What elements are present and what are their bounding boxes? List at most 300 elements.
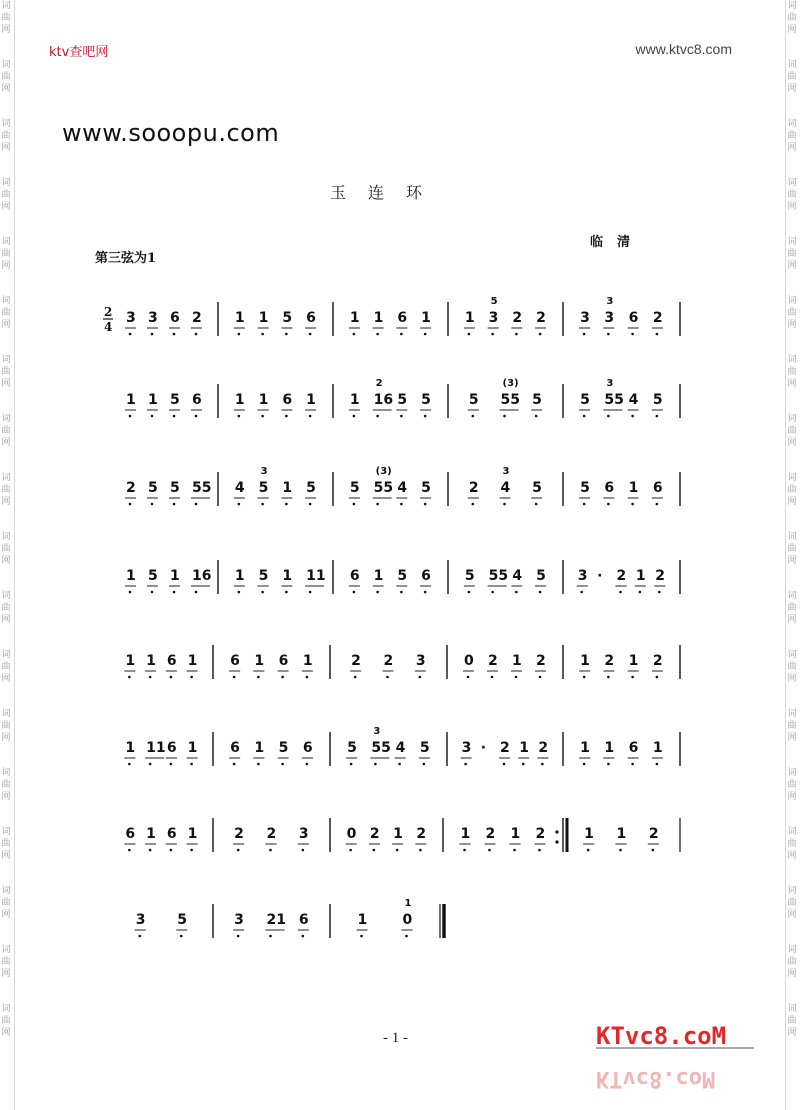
octave-dot: [353, 591, 356, 594]
octave-dot: [233, 676, 236, 679]
watermark-char: 词: [1, 414, 11, 424]
watermark-char: 词: [1, 532, 11, 542]
note: 6: [282, 392, 293, 408]
note: 2: [536, 310, 546, 326]
note: 5: [170, 392, 180, 408]
composer: 临清: [590, 235, 645, 250]
watermark-char: 词: [1, 650, 11, 660]
octave-dot: [539, 333, 542, 336]
note: 55: [604, 392, 624, 408]
note: 21: [266, 912, 286, 928]
octave-dot: [309, 503, 312, 506]
note: 6: [166, 740, 177, 756]
note: 1: [616, 826, 627, 842]
watermark-char: 网: [1, 556, 11, 566]
watermark-char: 曲: [1, 898, 11, 908]
repeat-dot: [555, 830, 558, 833]
octave-dot: [503, 503, 506, 506]
octave-dot: [353, 503, 356, 506]
note: 1: [580, 653, 590, 669]
note: 5: [258, 480, 269, 496]
octave-dot: [306, 676, 309, 679]
note: 2: [383, 653, 394, 669]
watermark-char: 网: [1, 261, 11, 271]
watermark-char: 网: [787, 792, 797, 802]
note: 1: [234, 310, 245, 326]
note: 4: [397, 480, 408, 496]
note: 1: [187, 740, 198, 756]
grace-note: (3): [502, 378, 519, 389]
note: 1: [349, 392, 360, 408]
watermark-char: 网: [787, 556, 797, 566]
octave-dot: [656, 333, 659, 336]
note: 6: [278, 653, 289, 669]
octave-dot: [257, 763, 260, 766]
note: 1: [187, 653, 198, 669]
watermark-char: 曲: [1, 308, 11, 318]
note: 1: [125, 740, 136, 756]
octave-dot: [129, 503, 132, 506]
octave-dot: [491, 591, 494, 594]
watermark-char: 词: [1, 945, 11, 955]
watermark-char: 词: [1, 355, 11, 365]
watermark-char: 词: [787, 945, 797, 955]
note: 5: [536, 568, 546, 584]
octave-dot: [173, 503, 176, 506]
note: 6: [298, 912, 309, 928]
octave-dot: [302, 849, 305, 852]
octave-dot: [180, 935, 183, 938]
grace-note: 2: [375, 378, 383, 389]
note: 5: [421, 392, 431, 408]
octave-dot: [302, 935, 305, 938]
octave-dot: [360, 935, 363, 938]
note: 5: [148, 480, 158, 496]
octave-dot: [257, 676, 260, 679]
note: 6: [652, 480, 663, 496]
watermark-char: 词: [1, 296, 11, 306]
watermark-char: 网: [787, 969, 797, 979]
note: 4: [512, 568, 523, 584]
note: 55: [488, 568, 509, 584]
watermark-char: 曲: [1, 367, 11, 377]
octave-dot: [400, 415, 403, 418]
octave-dot: [539, 676, 542, 679]
octave-dot: [424, 415, 427, 418]
note: 6: [170, 310, 180, 326]
note: 2: [351, 653, 361, 669]
octave-dot: [309, 415, 312, 418]
note: 6: [397, 310, 408, 326]
note: 1: [258, 392, 269, 408]
watermark-char: 网: [787, 615, 797, 625]
octave-dot: [349, 849, 352, 852]
octave-dot: [619, 591, 622, 594]
note: 3: [126, 310, 136, 326]
octave-dot: [238, 503, 241, 506]
watermark-char: 词: [1, 591, 11, 601]
watermark-char: 网: [787, 261, 797, 271]
octave-dot: [376, 591, 379, 594]
note: 3: [415, 653, 426, 669]
octave-dot: [515, 333, 518, 336]
watermark-char: 曲: [787, 308, 797, 318]
note: 5: [397, 392, 408, 408]
octave-dot: [269, 849, 272, 852]
octave-dot: [631, 763, 634, 766]
octave-dot: [149, 676, 152, 679]
watermark-char: 曲: [787, 426, 797, 436]
watermark-char: 网: [1, 792, 11, 802]
note: 1: [234, 568, 245, 584]
note: 6: [306, 310, 316, 326]
octave-dot: [173, 591, 176, 594]
watermark-char: 网: [1, 438, 11, 448]
octave-dot: [261, 503, 264, 506]
watermark-char: 曲: [787, 780, 797, 790]
octave-dot: [190, 849, 193, 852]
note: 11: [146, 740, 166, 756]
octave-dot: [281, 676, 284, 679]
octave-dot: [353, 333, 356, 336]
octave-dot: [580, 591, 583, 594]
octave-dot: [237, 849, 240, 852]
watermark-char: 网: [1, 1028, 11, 1038]
note: 2: [652, 310, 663, 326]
note: 1: [357, 912, 368, 928]
watermark-char: 网: [1, 143, 11, 153]
note: 2: [648, 826, 659, 842]
watermark-char: 词: [787, 60, 797, 70]
note: 5: [580, 392, 590, 408]
octave-dot: [631, 333, 634, 336]
note: 16: [192, 568, 212, 584]
note: 6: [349, 568, 360, 584]
note: 1: [628, 653, 639, 669]
watermark-char: 词: [787, 709, 797, 719]
note: 1: [373, 310, 384, 326]
note: 6: [166, 653, 177, 669]
note: 55: [500, 392, 520, 408]
note: 5: [349, 480, 360, 496]
octave-dot: [128, 849, 131, 852]
octave-dot: [656, 503, 659, 506]
watermark-char: 词: [787, 591, 797, 601]
note: 1: [146, 826, 156, 842]
watermark-char: 词: [1, 473, 11, 483]
octave-dot: [151, 503, 154, 506]
octave-dot: [503, 763, 506, 766]
watermark-char: 曲: [787, 898, 797, 908]
watermark-char: 词: [787, 473, 797, 483]
time-signature-bottom: 4: [104, 320, 113, 334]
note: 0: [402, 912, 413, 928]
watermark-char: 词: [1, 119, 11, 129]
note: 1: [282, 480, 293, 496]
watermark-char: 网: [787, 25, 797, 35]
note: 0: [464, 653, 474, 669]
note: 5: [170, 480, 180, 496]
octave-dot: [195, 591, 198, 594]
octave-dot: [285, 503, 288, 506]
grace-note: 3: [606, 378, 614, 389]
watermark-char: 词: [1, 1004, 11, 1014]
watermark-char: 曲: [1, 662, 11, 672]
octave-dot: [652, 849, 655, 852]
watermark-char: 网: [1, 910, 11, 920]
note: 6: [421, 568, 431, 584]
octave-dot: [354, 676, 357, 679]
note: 1: [148, 392, 158, 408]
watermark-char: 词: [787, 768, 797, 778]
note: 1: [460, 826, 471, 842]
note: 1: [510, 826, 521, 842]
octave-dot: [607, 333, 610, 336]
octave-dot: [238, 415, 241, 418]
watermark-char: 网: [787, 674, 797, 684]
watermark-char: 网: [787, 1028, 797, 1038]
octave-dot: [639, 591, 642, 594]
watermark-char: 网: [1, 202, 11, 212]
octave-dot: [398, 763, 401, 766]
note: 2: [512, 310, 523, 326]
octave-dot: [539, 591, 542, 594]
octave-dot: [151, 333, 154, 336]
octave-dot: [285, 591, 288, 594]
watermark-char: 网: [1, 379, 11, 389]
octave-dot: [488, 849, 491, 852]
note: 6: [125, 826, 136, 842]
header-left-site[interactable]: ktv查吧网: [49, 45, 109, 60]
octave-dot: [173, 333, 176, 336]
octave-dot: [587, 849, 590, 852]
watermark-char: 词: [1, 237, 11, 247]
octave-dot: [261, 591, 264, 594]
watermark-char: 曲: [787, 603, 797, 613]
octave-dot: [607, 503, 610, 506]
octave-dot: [396, 849, 399, 852]
watermark-char: 网: [787, 320, 797, 330]
octave-dot: [607, 415, 610, 418]
site-url[interactable]: www.sooopu.com: [62, 119, 280, 147]
note: 1: [170, 568, 180, 584]
octave-dot: [583, 415, 586, 418]
watermark-char: 曲: [787, 72, 797, 82]
watermark-char: 曲: [787, 839, 797, 849]
note: 16: [373, 392, 394, 408]
note: 1: [146, 653, 156, 669]
watermark-char: 词: [1, 768, 11, 778]
note: 6: [230, 653, 240, 669]
note: 5: [532, 480, 542, 496]
note: 6: [628, 740, 639, 756]
note: 1: [393, 826, 403, 842]
note: 2: [500, 740, 510, 756]
octave-dot: [238, 591, 241, 594]
octave-dot: [374, 763, 377, 766]
octave-dot: [376, 415, 379, 418]
note: ·: [480, 740, 487, 756]
watermark-char: 网: [787, 84, 797, 94]
note: 4: [395, 740, 406, 756]
note: 3: [577, 568, 588, 584]
watermark-char: 词: [1, 827, 11, 837]
octave-dot: [424, 503, 427, 506]
note: 5: [177, 912, 187, 928]
note: 1: [349, 310, 360, 326]
watermark-char: 词: [787, 1004, 797, 1014]
octave-dot: [281, 763, 284, 766]
octave-dot: [237, 935, 240, 938]
note: 1: [306, 392, 316, 408]
note: 1: [519, 740, 529, 756]
note: 2: [192, 310, 202, 326]
octave-dot: [170, 763, 173, 766]
octave-dot: [535, 415, 538, 418]
octave-dot: [195, 503, 198, 506]
octave-dot: [350, 763, 353, 766]
note: 1: [373, 568, 384, 584]
note: 2: [488, 653, 498, 669]
octave-dot: [467, 676, 470, 679]
watermark-char: 曲: [1, 839, 11, 849]
watermark-char: 网: [1, 615, 11, 625]
note: 4: [234, 480, 245, 496]
octave-dot: [658, 591, 661, 594]
watermark-char: 曲: [787, 957, 797, 967]
note: 1: [282, 568, 293, 584]
note: 5: [464, 568, 475, 584]
note: 5: [306, 480, 316, 496]
note: 2: [538, 740, 549, 756]
note: 2: [126, 480, 136, 496]
note: 3: [298, 826, 309, 842]
note: 2: [369, 826, 380, 842]
note: 1: [512, 653, 522, 669]
octave-dot: [513, 849, 516, 852]
watermark-char: 词: [1, 1, 11, 11]
octave-dot: [373, 849, 376, 852]
octave-dot: [541, 763, 544, 766]
watermark-char: 网: [787, 438, 797, 448]
watermark-char: 曲: [1, 603, 11, 613]
watermark-char: 曲: [1, 957, 11, 967]
octave-dot: [306, 763, 309, 766]
octave-dot: [129, 591, 132, 594]
watermark-char: 网: [1, 733, 11, 743]
note: 1: [234, 392, 245, 408]
note: 11: [306, 568, 326, 584]
watermark-char: 网: [1, 497, 11, 507]
note: 2: [266, 826, 277, 842]
logo-text: KTvc8.coM: [596, 1022, 727, 1050]
octave-dot: [607, 763, 610, 766]
octave-dot: [376, 503, 379, 506]
note: 2: [604, 653, 615, 669]
watermark-char: 曲: [787, 544, 797, 554]
note: 4: [500, 480, 511, 496]
octave-dot: [376, 333, 379, 336]
octave-dot: [233, 763, 236, 766]
octave-dot: [424, 333, 427, 336]
octave-dot: [190, 763, 193, 766]
time-signature-top: 2: [104, 305, 113, 319]
note: 4: [628, 392, 639, 408]
note: 3: [580, 310, 590, 326]
octave-dot: [285, 415, 288, 418]
watermark-char: 曲: [787, 13, 797, 23]
note: 1: [254, 653, 265, 669]
watermark-char: 曲: [1, 190, 11, 200]
note: 5: [580, 480, 590, 496]
note: 5: [652, 392, 663, 408]
octave-dot: [631, 676, 634, 679]
watermark-char: 网: [787, 851, 797, 861]
grace-note: 3: [373, 726, 381, 737]
note: 55: [373, 480, 394, 496]
octave-dot: [285, 333, 288, 336]
note: 3: [604, 310, 615, 326]
octave-dot: [424, 591, 427, 594]
watermark-char: 词: [787, 532, 797, 542]
octave-dot: [491, 333, 494, 336]
note: 1: [125, 653, 136, 669]
note: 1: [254, 740, 265, 756]
header-right-site[interactable]: www.ktvc8.com: [635, 41, 732, 57]
watermark-char: 曲: [1, 426, 11, 436]
octave-dot: [353, 415, 356, 418]
watermark-char: 词: [787, 414, 797, 424]
note: 5: [468, 392, 479, 408]
octave-dot: [309, 591, 312, 594]
repeat-dot: [555, 840, 558, 843]
octave-dot: [419, 676, 422, 679]
octave-dot: [619, 849, 622, 852]
watermark-char: 网: [787, 497, 797, 507]
note: 5: [258, 568, 269, 584]
note: 3: [488, 310, 499, 326]
octave-dot: [583, 503, 586, 506]
watermark-char: 曲: [787, 721, 797, 731]
note: 6: [230, 740, 240, 756]
note: 2: [468, 480, 479, 496]
note: 6: [628, 310, 639, 326]
octave-dot: [151, 415, 154, 418]
tuning-note: 第三弦为1: [95, 251, 157, 266]
note: 6: [192, 392, 202, 408]
octave-dot: [464, 763, 467, 766]
ktvc8-logo[interactable]: [596, 1018, 756, 1091]
grace-note: 5: [490, 296, 498, 307]
octave-dot: [631, 503, 634, 506]
note: 3: [234, 912, 244, 928]
page-number: - 1 -: [383, 1030, 408, 1046]
watermark-char: 词: [787, 827, 797, 837]
note: 1: [421, 310, 431, 326]
note: 1: [584, 826, 594, 842]
note: 1: [628, 480, 639, 496]
watermark-char: 曲: [787, 367, 797, 377]
note: 1: [604, 740, 615, 756]
note: 3: [148, 310, 158, 326]
watermark-char: 词: [787, 1, 797, 11]
watermark-char: 词: [787, 178, 797, 188]
grace-note: 3: [260, 466, 268, 477]
octave-dot: [491, 676, 494, 679]
note: 2: [616, 568, 627, 584]
note: 1: [635, 568, 646, 584]
octave-dot: [515, 591, 518, 594]
